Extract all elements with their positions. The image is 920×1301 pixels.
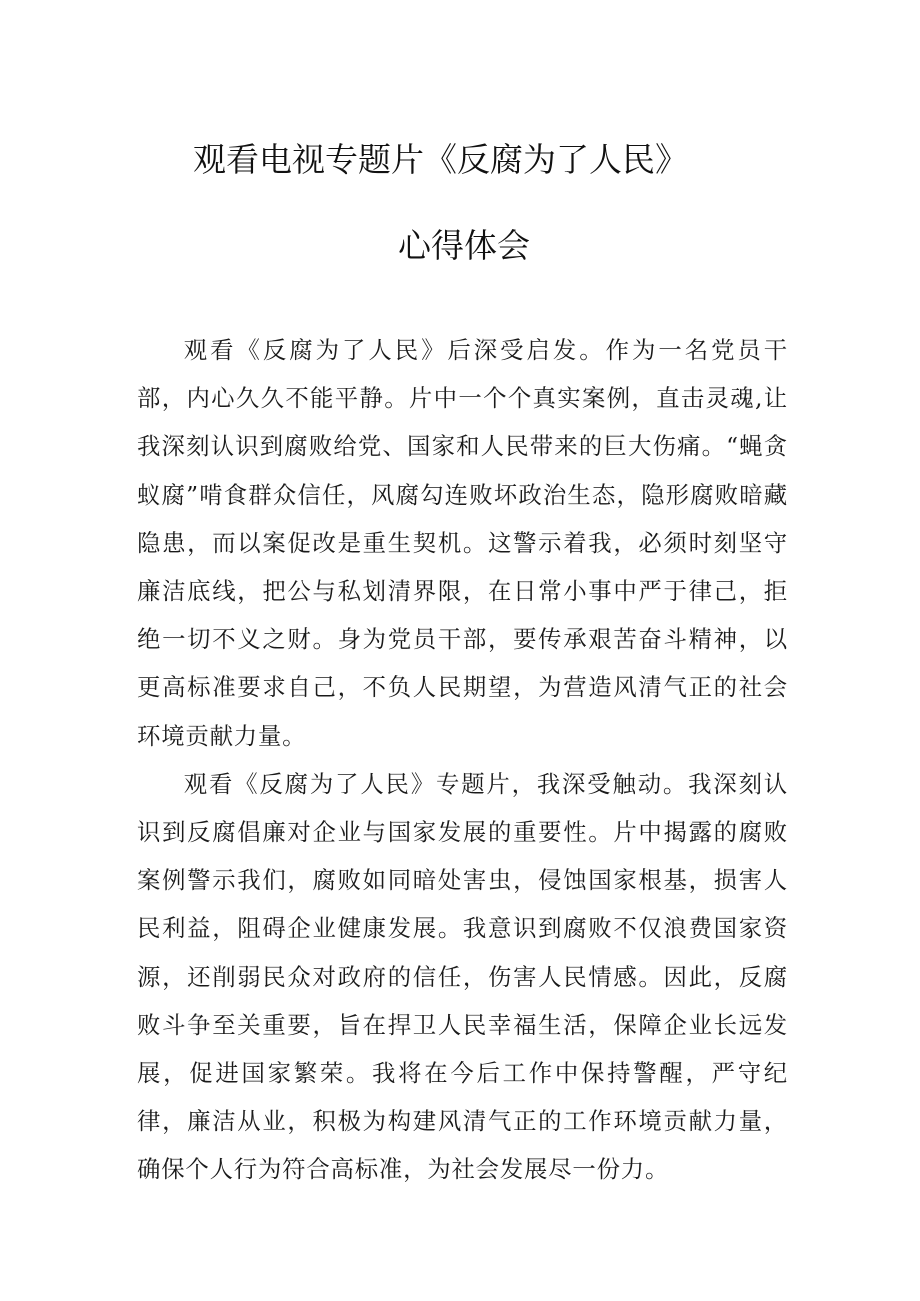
document-title: 观看电视专题片《反腐为了人民》: [193, 140, 688, 179]
document-subtitle: 心得体会: [398, 226, 530, 265]
document-body: [137, 326, 788, 1194]
paragraph-1: 观看《反腐为了人民》后深受启发。作为一名党员干部，内心久久不能平静。片中一个个真实案例，直击灵魂,让我深刻认识到腐败给党、国家和人民带来的巨大伤痛。“蝇贪蚁腐”啃食群众信任，风腐勾连败坏政治生态，隐形腐败暗藏隐患，而以案促改是重生契机。这警示着我，必须时刻坚守廉洁底线，把公与私划清界限，在日常小事中严于律己，拒绝一切不义之财。身为党员干部，要传承艰苦奋斗精神，以更高标准要求自己，不负人民期望，为营造风清气正的社会环境贡献力量。: [137, 336, 788, 750]
paragraph-2: 观看《反腐为了人民》专题片，我深受触动。我深刻认识到反腐倡廉对企业与国家发展的重要性。片中揭露的腐败案例警示我们，腐败如同暗处害虫，侵蚀国家根基，损害人民利益，阻碍企业健康发展。我意识到腐败不仅浪费国家资源，还削弱民众对政府的信任，伤害人民情感。因此，反腐败斗争至关重要，旨在捍卫人民幸福生活，保障企业长远发展，促进国家繁荣。我将在今后工作中保持警醒，严守纪律，廉洁从业，积极为构建风清气正的工作环境贡献力量，确保个人行为符合高标准，为社会发展尽一份力。: [137, 769, 788, 1184]
